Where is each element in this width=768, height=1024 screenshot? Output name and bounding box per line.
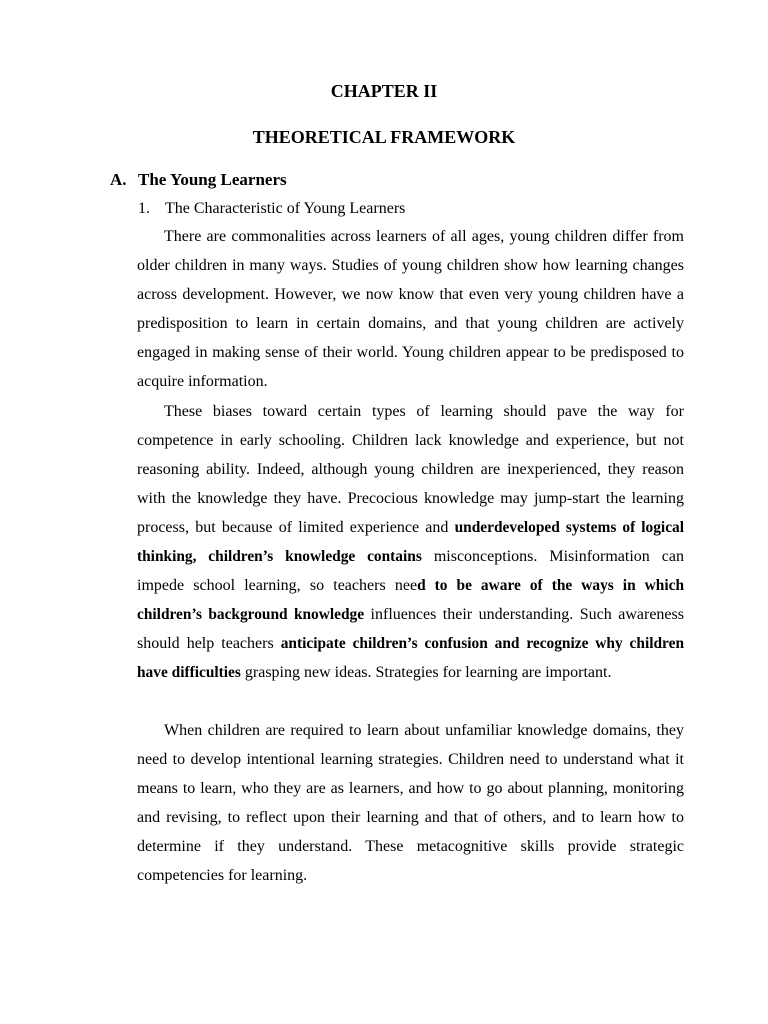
paragraph-2-text: These biases toward certain types of learning should pave the way for competence in early schooling. Children lack knowledge and experience, but not reasoning ability. Indeed, although young children are inexperienced, they reason with the knowledge they have. Precocious knowledge may jump-start the learning process, but because of limited experience and: [137, 403, 684, 536]
paragraph-2-text: misconceptions. Misinformation can impede school learning, so teachers nee: [137, 548, 684, 594]
paragraph-2-bold-phrase: d to be aware of the ways in which children’s background knowledge: [137, 577, 685, 623]
paragraph-2-bold-phrase: anticipate children’s confusion and recognize why children have difficulties: [137, 635, 685, 681]
subsection-title: The Characteristic of Young Learners: [165, 200, 406, 217]
subsection-number: 1.: [138, 200, 150, 217]
paragraph-2-text: influences their understanding. Such awareness should help teachers: [137, 606, 684, 652]
subsection-heading: [138, 198, 405, 220]
paragraph-2-text: grasping new ideas. Strategies for learning are important.: [240, 664, 612, 681]
paragraph-2-bold-phrase: underdeveloped systems of logical thinking, children’s knowledge contains: [137, 519, 685, 565]
section-marker: A.: [110, 170, 127, 189]
paragraph-2: [137, 397, 684, 687]
paragraph-1: There are commonalities across learners of all ages, young children differ from older children in many ways. Studies of young children show how learning changes across development. However, we now know that even very young children have a predisposition to learn in certain domains, and that young children are actively engaged in making sense of their world. Young children appear to be predisposed to acquire information.: [137, 228, 684, 390]
section-title: The Young Learners: [138, 170, 287, 189]
paragraph-3: When children are required to learn about unfamiliar knowledge domains, they need to develop intentional learning strategies. Children need to understand what it means to learn, who they are as learners, and how to go about planning, monitoring and revising, to reflect upon their learning and that of others, and to learn how to determine if they understand. These metacognitive skills provide strategic competencies for learning.: [137, 722, 684, 884]
section-heading: [110, 169, 287, 191]
chapter-subtitle: THEORETICAL FRAMEWORK: [252, 127, 516, 147]
chapter-title: CHAPTER II: [330, 81, 438, 101]
